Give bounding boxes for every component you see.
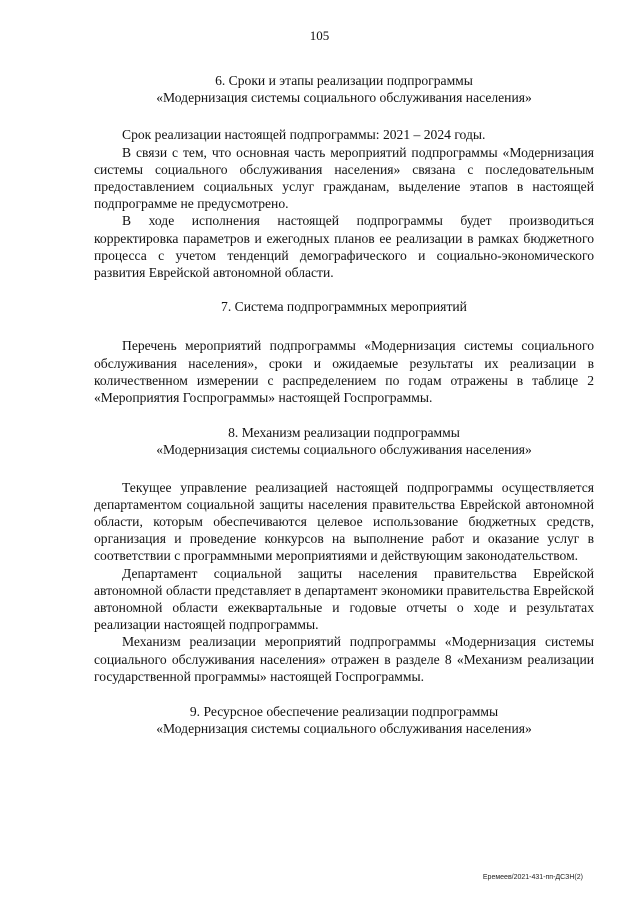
section-7-heading-line-1: 7. Система подпрограммных мероприятий	[221, 299, 467, 315]
section-7-paragraph-1: Перечень мероприятий подпрограммы «Модернизация системы социального обслуживания населения», сроки и ожидаемые результаты их реализации в количественном измерении с распределением по годам отражены в таблице 2 «Мероприятия Госпрограммы» настоящей Госпрограммы.	[94, 338, 594, 406]
section-6-paragraph-2: В связи с тем, что основная часть мероприятий подпрограммы «Модернизация системы социального обслуживания населения» связана с последовательным предоставлением социальных услуг гражданам, выделение этапов в настоящей подпрограмме не предусмотрено.	[94, 144, 594, 212]
section-8-paragraph-1: Текущее управление реализацией настоящей подпрограммы осуществляется департаментом социальной защиты населения правительства Еврейской автономной области, которым обеспечиваются целевое использование бюджетных средств, организация и проведение конкурсов на выполнение работ и оказание услуг в соответствии с программными мероприятиями и действующим законодательством.	[94, 479, 594, 564]
page-number: 105	[309, 28, 330, 43]
section-8-paragraph-3: Механизм реализации мероприятий подпрограммы «Модернизация системы социального обслуживания населения» отражен в разделе 8 «Механизм реализации государственной программы» настоящей Госпрограммы.	[94, 634, 594, 684]
section-9-heading	[94, 703, 594, 737]
section-6-heading-line-1: 6. Сроки и этапы реализации подпрограммы	[215, 73, 473, 88]
document-body	[94, 72, 594, 738]
section-8-heading	[94, 424, 594, 458]
section-7-heading	[94, 298, 594, 315]
section-6-heading-line-2: «Модернизация системы социального обслуживания населения»	[156, 90, 532, 106]
section-8-paragraph-2: Департамент социальной защиты населения правительства Еврейской автономной области представляет в департамент экономики правительства Еврейской автономной области ежеквартальные и годовые отчеты о ходе и результатах реализации настоящей подпрограммы.	[94, 565, 594, 633]
section-9-heading-line-2: «Модернизация системы социального обслуживания населения»	[156, 721, 532, 737]
section-6-paragraph-3: В ходе исполнения настоящей подпрограммы будет производиться корректировка параметров и ежегодных планов ее реализации в рамках бюджетного процесса с учетом тенденций демографического и социально-экономического развития Еврейской автономной области.	[94, 213, 594, 281]
document-footer-code: Еремеев/2021-431-пп-ДСЗН(2)	[482, 874, 583, 881]
section-8-heading-line-2: «Модернизация системы социального обслуживания населения»	[156, 442, 532, 458]
section-9-heading-line-1: 9. Ресурсное обеспечение реализации подпрограммы	[189, 704, 499, 720]
section-8-heading-line-1: 8. Механизм реализации подпрограммы	[228, 425, 460, 441]
section-6-heading	[94, 72, 594, 106]
section-6-paragraph-1: Срок реализации настоящей подпрограммы: 2021 – 2024 годы.	[122, 127, 486, 143]
